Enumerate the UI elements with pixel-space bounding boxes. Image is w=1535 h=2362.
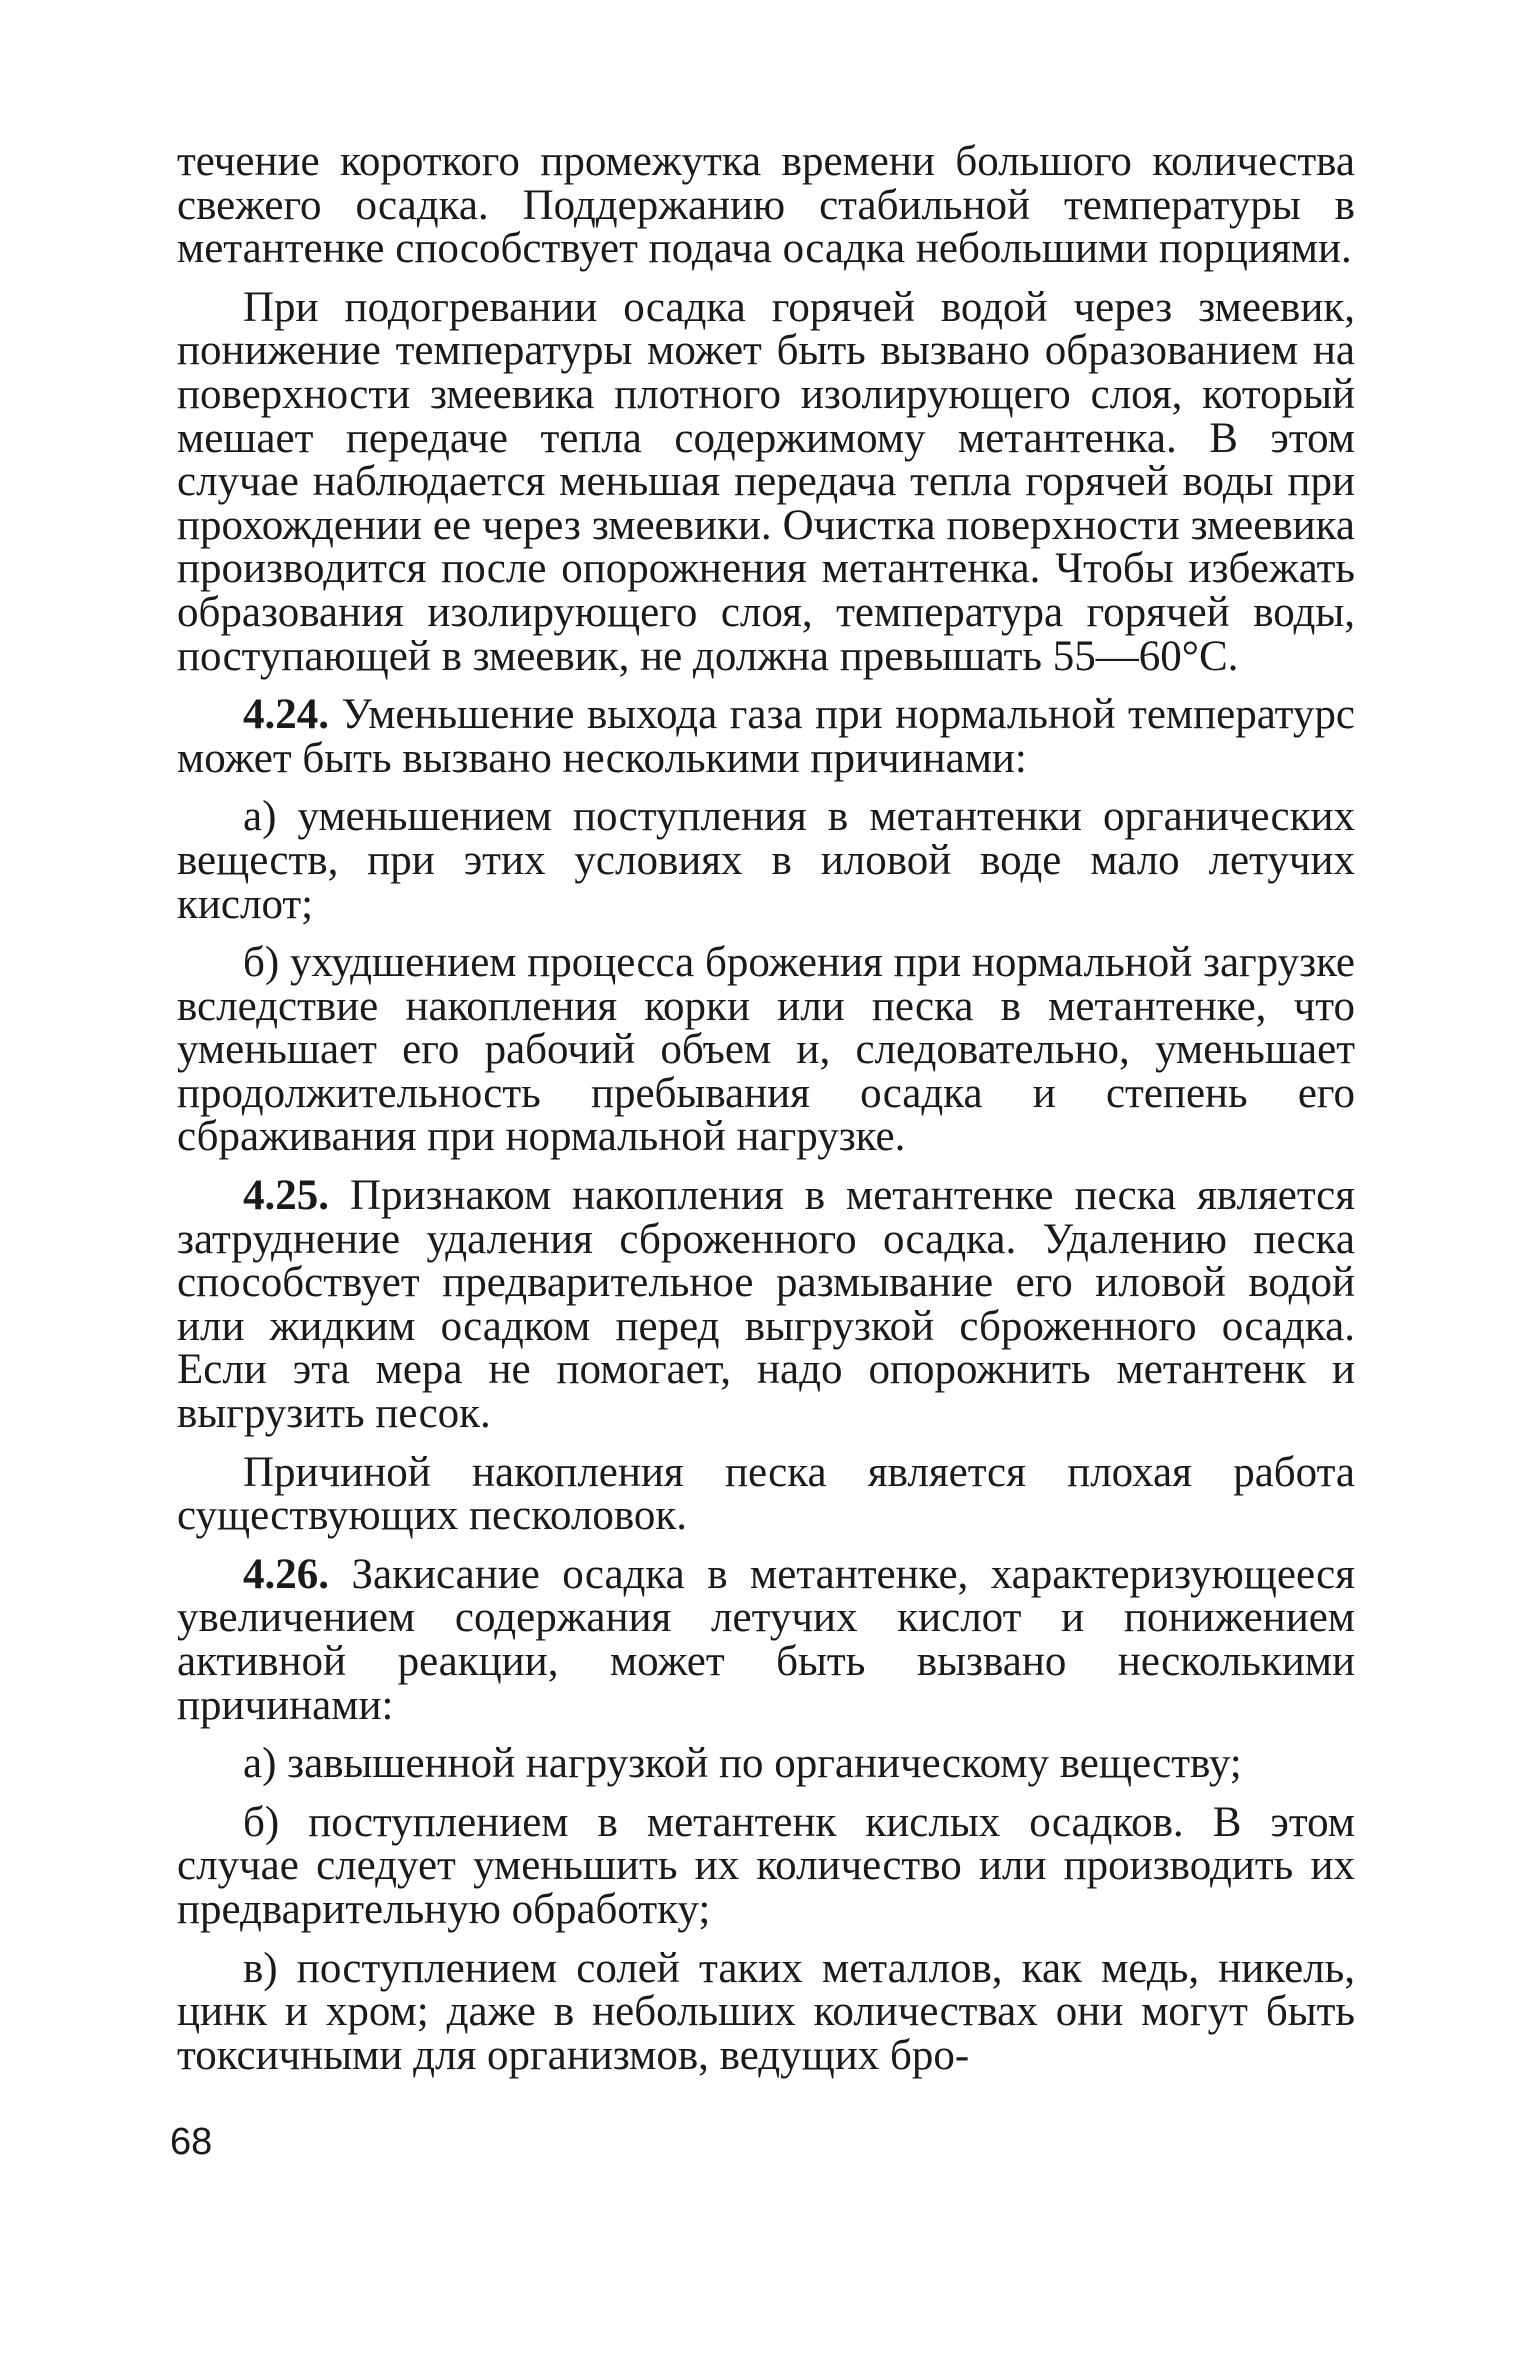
- list-item-b-4-24: [177, 941, 1355, 1159]
- section-4-26: [177, 1550, 1355, 1729]
- list-item-b-4-24-text: б) ухудшением процесса брожения при нормальной загрузке вследствие накопления корки или песка в метантенке, что уменьшает его рабочий объем и, следовательно, уменьшает продолжительность пребывания осадка и степень его сбраживания при нормальной нагрузке.: [177, 939, 1355, 1161]
- section-number-4-24: 4.24.: [243, 691, 329, 739]
- list-item-a-4-24-text: а) уменьшением поступления в метантенки органических веществ, при этих условиях в иловой воде мало летучих кислот;: [177, 793, 1355, 928]
- list-item-a-4-26: [177, 1742, 1355, 1786]
- list-item-a-4-26-text: а) завышенной нагрузкой по органическому веществу;: [243, 1740, 1242, 1788]
- list-item-b-4-26: [177, 1798, 1355, 1933]
- section-4-26-text: Закисание осадка в метантенке, характеризующееся увеличением содержания летучих кислот и понижением активной реакции, может быть вызвано несколькими причинами:: [177, 1550, 1355, 1729]
- section-4-24: [177, 693, 1355, 780]
- section-number-4-25: 4.25.: [243, 1172, 329, 1220]
- section-4-24-text: Уменьшение выхода газа при нормальной температурс может быть вызвано несколькими причинами:: [177, 691, 1355, 782]
- paragraph-sand-cause-text: Причиной накопления песка является плохая работа существующих песколовок.: [177, 1448, 1355, 1540]
- paragraph-1-text: течение короткого промежутка времени большого количества свежего осадка. Поддержанию стабильной температуры в метантенке способствует подача осадка небольшими порциями.: [177, 138, 1355, 273]
- paragraph-sand-cause: [177, 1448, 1355, 1540]
- page-number: 68: [170, 2121, 213, 2163]
- section-4-25-text: Признаком накопления в метантенке песка является затруднение удаления сброженного осадка. Удалению песка способствует предварительное размывание его иловой водой или жидким осадком перед выгрузкой сброженного осадка. Если эта мера не помогает, надо опорожнить метантенк и выгрузить песок.: [177, 1172, 1355, 1438]
- list-item-c-4-26-text: в) поступлением солей таких металлов, как медь, никель, цинк и хром; даже в небольших количествах они могут быть токсичными для организмов, ведущих бро-: [177, 1944, 1355, 2079]
- page-body: [177, 140, 1355, 2077]
- paragraph-2: [177, 283, 1355, 680]
- paragraph-1: [177, 140, 1355, 271]
- list-item-c-4-26: [177, 1944, 1355, 2079]
- list-item-b-4-26-text: б) поступлением в метантенк кислых осадков. В этом случае следует уменьшить их количество или производить их предварительную обработку;: [177, 1798, 1355, 1933]
- section-4-25: [177, 1174, 1355, 1436]
- list-item-a-4-24: [177, 795, 1355, 926]
- section-number-4-26: 4.26.: [243, 1550, 329, 1598]
- paragraph-2-text: При подогревании осадка горячей водой через змеевик, понижение температуры может быть вызвано образованием на поверхности змеевика плотного изолирующего слоя, который мешает передаче тепла содержимому метантенка. В этом случае наблюдается меньшая передача тепла горячей воды при прохождении ее через змеевики. Очистка поверхности змеевика производится после опорожнения метантенка. Чтобы избежать образования изолирующего слоя, температура горячей воды, поступающей в змеевик, не должна превышать 55—60°С.: [177, 283, 1355, 680]
